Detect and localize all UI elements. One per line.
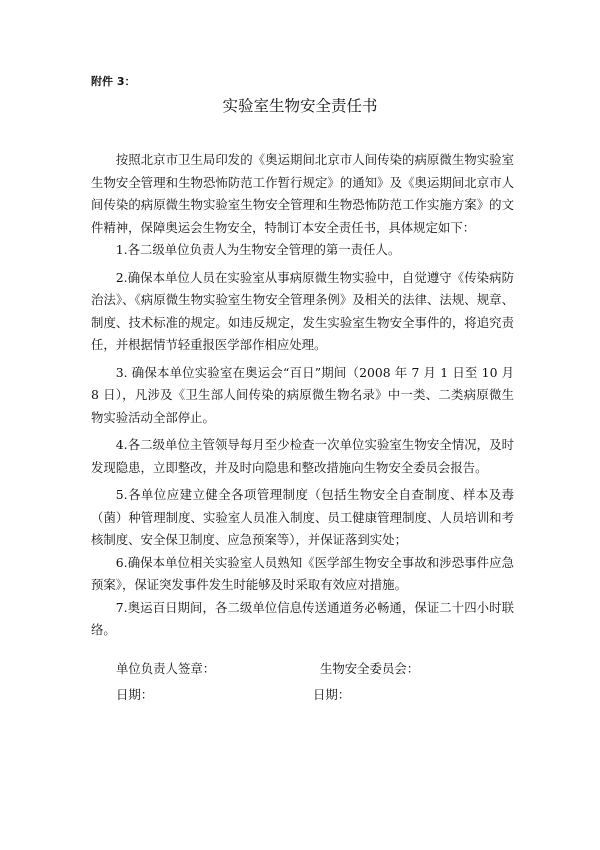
clause-3: 3. 确保本单位实验室在奥运会“百日”期间（2008 年 7 月 1 日至 10 月 8 日），凡涉及《卫生部人间传染的病原微生物名录》中一类、二类病原微生物实验活动全部停止。 [91,364,514,425]
unit-head-signature-label: 单位负责人签章： [116,661,216,676]
clause-7: 7.奥运百日期间，各二级单位信息传送通道务必畅通，保证二十四小时联络。 [91,599,514,637]
intro-paragraph: 按照北京市卫生局印发的《奥运期间北京市人间传染的病原微生物实验室生物安全管理和生物恐怖防范工作暂行规定》的通知》及《奥运期间北京市人间传染的病原微生物实验室生物安全管理和生物恐怖防范工作实施方案》的文件精神，保障奥运会生物安全，特制订本安全责任书，具体规定如下： [91,152,514,235]
clause-6: 6.确保本单位相关实验室人员熟知《医学部生物安全事故和涉恐事件应急预案》，保证突发事件发生时能够及时采取有效应对措施。 [91,554,514,592]
clause-1: 1.各二级单位负责人为生物安全管理的第一责任人。 [115,242,401,257]
biosafety-committee-label: 生物安全委员会： [320,661,420,676]
attachment-label: 附件 3： [91,75,136,88]
clause-4: 4.各二级单位主管领导每月至少检查一次单位实验室生物安全情况，及时发现隐患，立即整改，并及时向隐患和整改措施向生物安全委员会报告。 [91,437,514,475]
document-body [91,149,514,642]
date-label-left: 日期： [116,687,154,702]
document-title: 实验室生物安全责任书 [222,97,378,115]
clause-2: 2.确保本单位人员在实验室从事病原微生物实验中，自觉遵守《传染病防治法》、《病原微生物实验室生物安全管理条例》及相关的法律、法规、规章、制度、技术标准的规定。如违反规定，发生实验室生物安全事件的，将追究责任，并根据情节轻重报医学部作相应处理。 [91,269,514,352]
date-label-right: 日期： [313,687,351,702]
clause-5: 5.各单位应建立健全各项管理制度（包括生物安全自查制度、样本及毒（菌）种管理制度、实验室人员准入制度、员工健康管理制度、人员培训和考核制度、安全保卫制度、应急预案等），并保证落到实处； [91,487,514,547]
